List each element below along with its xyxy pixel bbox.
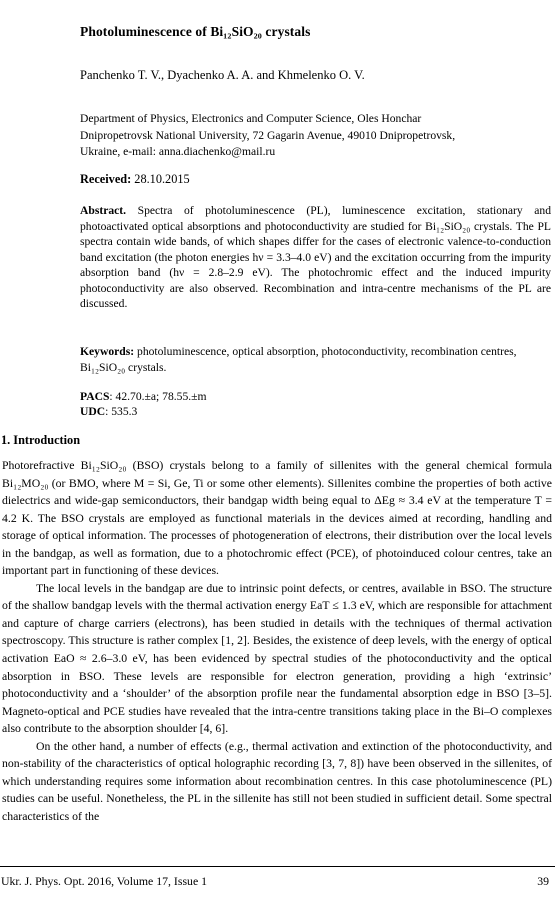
udc-label: UDC [80, 404, 106, 418]
received-value: 28.10.2015 [134, 172, 190, 186]
keywords-block [80, 344, 550, 375]
abstract-text: Spectra of photoluminescence (PL), luminescence excitation, stationary and photoactivated optical absorptions and photoconductivity are studied for Bi₁₂SiO₂₀ crystals. The PL spectra contain wide bands, of which shapes differ for the cases of electronic valence-to-conduction band excitation (the photon energies hν = 3.3–4.0 eV) and the excitation occurring from the impurity absorption band (hν = 2.8–2.9 eV). The photochromic effect and the induced impurity photoconductivity are also observed. Recombination and intra-centre mechanisms of the PL are discussed. [80, 204, 551, 310]
affiliation-block [80, 111, 550, 161]
footer-journal-citation: Ukr. J. Phys. Opt. 2016, Volume 17, Issue 1 [1, 874, 208, 888]
pacs-label: PACS [80, 390, 110, 403]
affiliation-line: Dnipropetrovsk National University, 72 Gagarin Avenue, 49010 Dnipropetrovsk, [80, 128, 456, 142]
pacs-value: : 42.70.±a; 78.55.±m [109, 390, 207, 403]
abstract-block [80, 203, 551, 312]
page-number: 39 [537, 874, 549, 888]
udc-value: : 535.3 [105, 404, 138, 418]
received-date [80, 172, 190, 187]
body-text [2, 457, 552, 825]
paragraph: On the other hand, a number of effects (e.g., thermal activation and extinction of the photoconductivity, and non-stability of the characteristics of optical holographic recording [3, 7, 8]) have been observed in the sillenites, of which understanding requires some information about recombination centres. In this case photoluminescence (PL) studies can be useful. Nonetheless, the PL in the sillenite has still not been studied in sufficient detail. Some spectral characteristics of the [2, 739, 552, 823]
received-label: Received: [80, 172, 132, 186]
abstract-label: Abstract. [80, 204, 127, 217]
affiliation-line: Department of Physics, Electronics and Computer Science, Oles Honchar [80, 112, 422, 125]
article-title: Photoluminescence of Bi₁₂SiO₂₀ crystals [80, 24, 311, 39]
paragraph: Photorefractive Bi₁₂SiO₂₀ (BSO) crystals belong to a family of sillenites with the general chemical formula Bi₁₂MO₂₀ (or BMO, where M = Si, Ge, Ti or some other elements). Sillenites combine the properties of both active dielectrics and wide-gap semiconductors, their bandgap width being equal to ΔEg ≈ 3.4 eV at the temperature T = 4.2 K. The BSO crystals are employed as functional materials in the devices aimed at recording, handling and storage of optical information. The processes of photogeneration of electrons, their distribution over the local levels in the bandgap, as well as formation, due to a photochromic effect (PCE), of photoinduced colour centres, take an important part in functioning of these devices. [2, 459, 552, 578]
section-heading: 1. Introduction [1, 433, 81, 447]
keywords-label: Keywords: [80, 345, 135, 358]
classification-block [80, 390, 207, 419]
keywords-text: photoluminescence, optical absorption, photoconductivity, recombination centres, Bi₁₂SiO₂₀ crystals. [80, 345, 517, 374]
affiliation-line: Ukraine, e-mail: anna.diachenko@mail.ru [80, 145, 276, 158]
udc-line [80, 405, 207, 420]
paragraph: The local levels in the bandgap are due to intrinsic point defects, or centres, available in BSO. The structure of the shallow bandgap levels with the thermal activation energy EaT ≤ 1.3 eV, which are responsible for attachment and capture of charge carriers (electrons), has been studied in details with the techniques of thermal activation spectroscopy. This structure is rather complex [1, 2]. Besides, the existence of deep levels, with the energy of optical activation EaO ≈ 2.6–3.0 eV, has been evidenced by spectral studies of the photoconductivity and the optical absorption in BSO. These levels are responsible for electron generation, providing a high ‘extrinsic’ photoconductivity and a ‘shoulder’ of the absorption profile near the fundamental absorption edge in BSO [3–5]. Magneto-optical and PCE studies have revealed that the intra-centre transitions taking place in the Bi–O complexes also contribute to the absorption shoulder [4, 6]. [2, 581, 552, 736]
pacs-line [80, 390, 207, 405]
footer-divider [0, 866, 555, 867]
authors-line: Panchenko T. V., Dyachenko A. A. and Khmelenko O. V. [80, 68, 365, 82]
